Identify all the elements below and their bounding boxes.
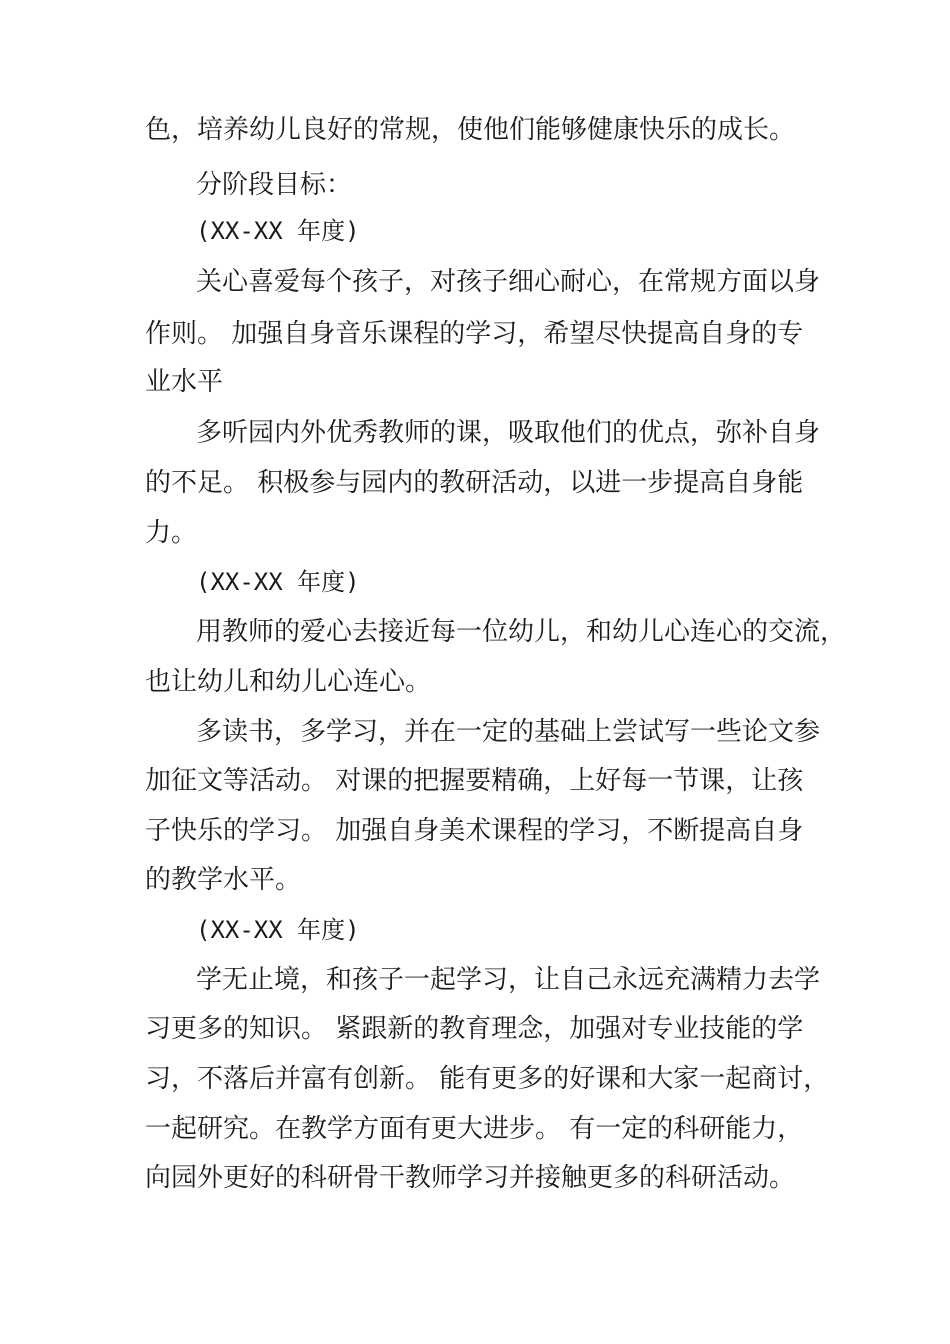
paragraph-line: 业水平 [145,367,224,397]
paragraph-line: 多读书，多学习，并在一定的基础上尝试写一些论文参 [196,717,821,747]
paragraph-line: 习，不落后并富有创新。 能有更多的好课和大家一起商讨， [145,1064,830,1094]
paragraph-line: 的教学水平。 [145,865,302,895]
paragraph-line: 作则。 加强自身音乐课程的学习，希望尽快提高自身的专 [145,319,804,349]
paragraph-line: 关心喜爱每个孩子，对孩子细心耐心，在常规方面以身 [196,267,821,297]
paragraph-line: 习更多的知识。 紧跟新的教育理念，加强对专业技能的学 [145,1014,804,1044]
paragraph-line: 子快乐的学习。 加强自身美术课程的学习，不断提高自身 [145,816,804,846]
paragraph-line: 力。 [145,518,198,548]
paragraph-line: 向园外更好的科研骨干教师学习并接触更多的科研活动。 [145,1163,796,1193]
paragraph-line: 的不足。 积极参与园内的教研活动，以进一步提高自身能 [145,468,804,498]
year-heading: (XX-XX 年度) [196,916,360,944]
paragraph-line: 也让幼儿和幼儿心连心。 [145,667,432,697]
paragraph-line: 多听园内外优秀教师的课，吸取他们的优点，弥补自身 [196,418,821,448]
paragraph-line: 一起研究。在教学方面有更大进步。 有一定的科研能力， [145,1114,804,1144]
paragraph-line: 学无止境，和孩子一起学习，让自己永远充满精力去学 [196,965,821,995]
year-heading: (XX-XX 年度) [196,568,360,596]
section-heading: 分阶段目标： [196,170,353,200]
paragraph-line: 色，培养幼儿良好的常规，使他们能够健康快乐的成长。 [145,115,796,145]
paragraph-line: 用教师的爱心去接近每一位幼儿，和幼儿心连心的交流， [196,617,847,647]
year-heading: (XX-XX 年度) [196,217,360,245]
paragraph-line: 加征文等活动。 对课的把握要精确，上好每一节课，让孩 [145,766,804,796]
